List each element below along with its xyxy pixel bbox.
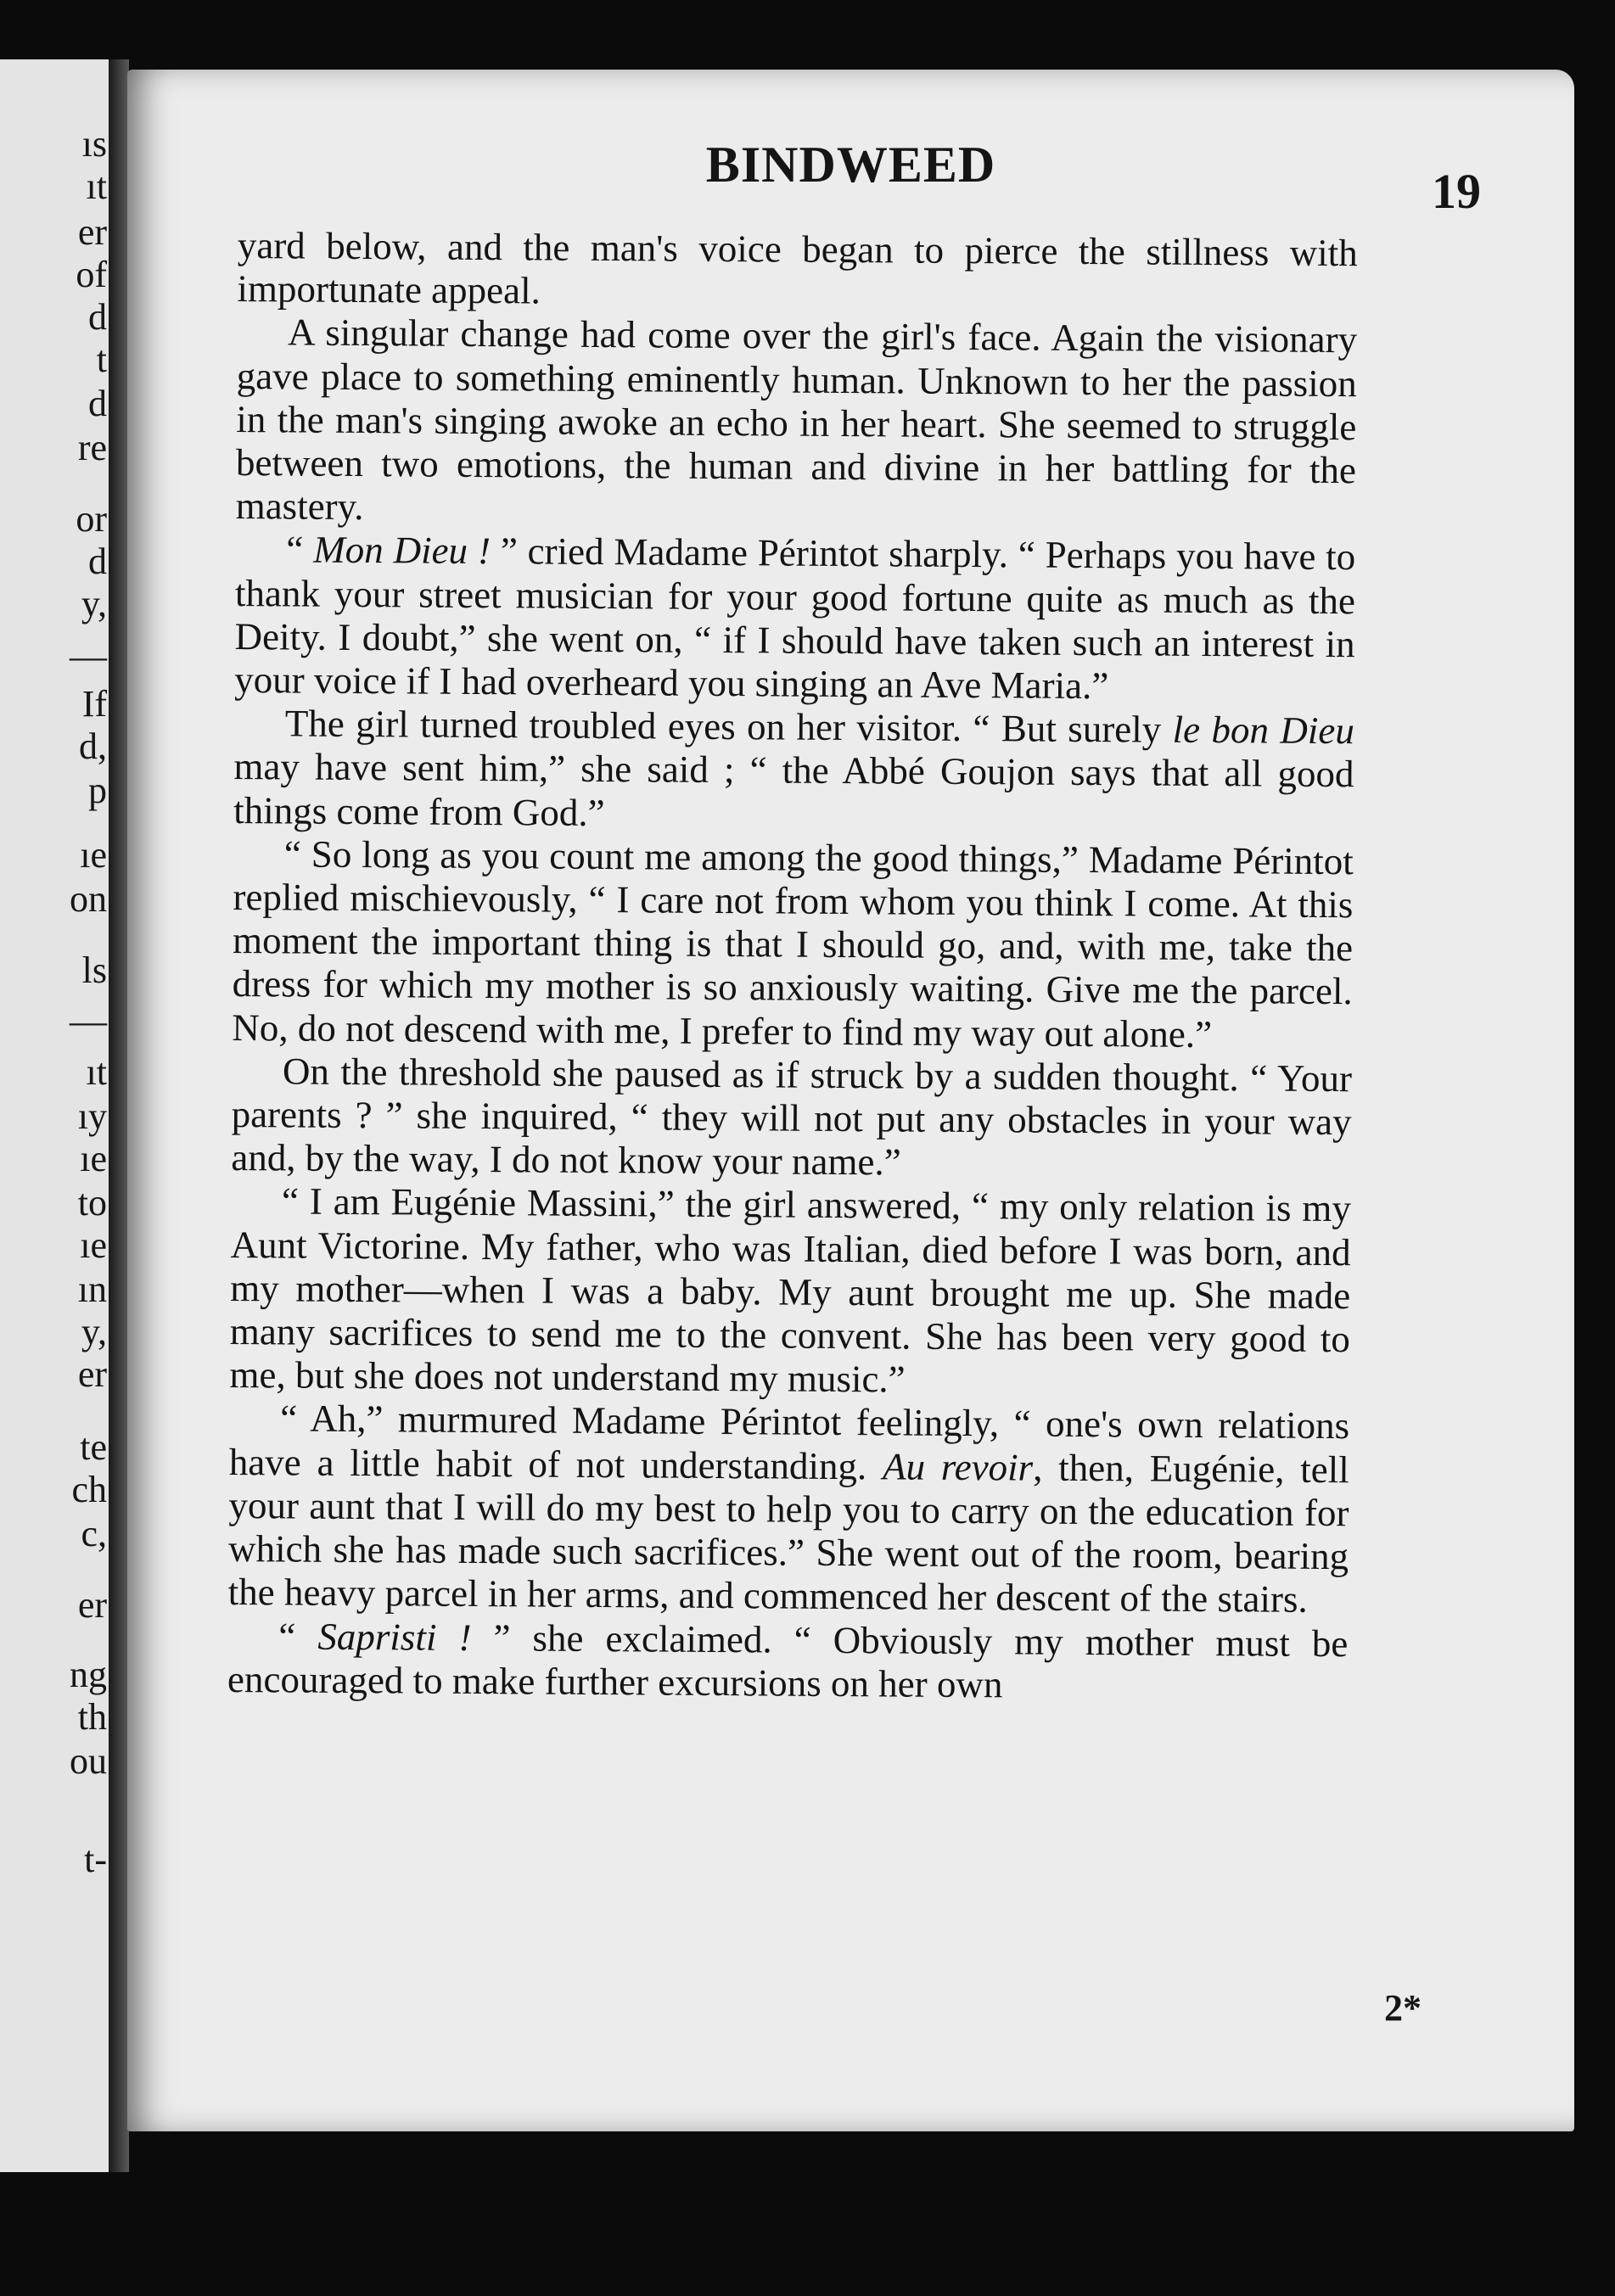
facing-page-fragment — [0, 59, 109, 2172]
facing-page-fragment-text: ch — [71, 1469, 107, 1510]
facing-page-fragment-text: ng — [70, 1654, 107, 1695]
facing-page-fragment-text: y, — [81, 1311, 107, 1352]
facing-page-fragment-text: p — [88, 770, 107, 811]
running-head: BINDWEED — [705, 137, 996, 193]
facing-page-fragment-text: er — [77, 1584, 107, 1626]
facing-page-fragment-text: ıe — [80, 834, 107, 876]
book-page — [127, 70, 1574, 2131]
body-text — [227, 224, 1358, 1709]
facing-page-fragment-text: d, — [79, 725, 107, 767]
paragraph: yard below, and the man's voice began to pierce the stillness with importunate appeal. — [237, 224, 1358, 312]
signature-mark: 2* — [1384, 1987, 1422, 2029]
facing-page-fragment-text: ıe — [80, 1138, 107, 1179]
facing-page-fragment-text: ıt — [86, 1051, 107, 1093]
facing-page-fragment-text: te — [80, 1426, 107, 1468]
paragraph: “ Mon Dieu ! ” cried Madame Périntot sharply. “ Perhaps you have to thank your street musician for your good fortune quite as much as the Deity. I doubt,” she went on, “ if I should have taken such an interest in your voice if I had overheard you singing an Ave Maria.” — [234, 528, 1356, 708]
facing-page-fragment-text: ıt — [86, 165, 107, 207]
paragraph: “ I am Eugénie Massini,” the girl answered, “ my only relation is my Aunt Victorine. My father, who was Italian, died before I was born, and my mother—when I was a baby. My aunt brought me up. She made many sacrifices to send me to the convent. She has been very good to me, but she does not understand my music.” — [229, 1179, 1352, 1401]
facing-page-fragment-text: ıe — [80, 1224, 107, 1266]
facing-page-fragment-text: d — [88, 296, 107, 338]
facing-page-fragment-text: ın — [77, 1268, 107, 1310]
paragraph: The girl turned troubled eyes on her visitor. “ But surely le bon Dieu may have sent him,” she said ; “ the Abbé Goujon says that all good things come from God.” — [233, 702, 1355, 834]
page-number: 19 — [1432, 164, 1481, 219]
facing-page-fragment-text: on — [70, 878, 107, 920]
facing-page-fragment-text: ou — [70, 1740, 107, 1782]
facing-page-fragment-text: c, — [81, 1513, 107, 1554]
paragraph: “ Ah,” murmured Madame Périntot feelingly, “ one's own relations have a little habit of not understanding. Au revoir, then, Eugénie, tell your aunt that I will do my best to help you to carry on the education for which she has made such sacrifices.” She went out of the room, bearing the heavy parcel in her arms, and commenced her descent of the stairs. — [227, 1397, 1350, 1621]
facing-page-fragment-text: t — [96, 339, 107, 380]
facing-page-fragment-text: d — [88, 383, 107, 424]
facing-page-fragment-text: re — [77, 427, 107, 468]
paragraph: “ So long as you count me among the good things,” Madame Périntot replied mischievously, “ I care not from whom you think I come. At this moment the important thing is that I should go, and, with me, take the dress for which my mother is so anxiously waiting. Give me the parcel. No, do not descend with me, I prefer to find my way out alone.” — [232, 832, 1354, 1056]
facing-page-fragment-text: — — [70, 1000, 107, 1042]
facing-page-fragment-text: er — [77, 211, 107, 253]
facing-page-fragment-text: ls — [81, 949, 107, 991]
facing-page-fragment-text: d — [88, 540, 107, 582]
paragraph: “ Sapristi ! ” she exclaimed. “ Obviously my mother must be encouraged to make further excursions on her own — [227, 1614, 1349, 1706]
paragraph: On the threshold she paused as if struck by a sudden thought. “ Your parents ? ” she inquired, “ they will not put any obstacles in your way and, by the way, I do not know your name.” — [231, 1050, 1353, 1184]
facing-page-fragment-text: ıs — [81, 123, 107, 165]
facing-page-fragment-text: th — [77, 1696, 107, 1738]
facing-page-fragment-text: — — [70, 636, 107, 677]
facing-page-fragment-text: er — [77, 1353, 107, 1395]
paragraph: A singular change had come over the girl's face. Again the visionary gave place to something eminently human. Unknown to her the passion in the man's singing awoke an echo in her heart. She seemed to struggle between two emotions, the human and divine in her battling for the mastery. — [235, 311, 1358, 529]
facing-page-fragment-text: If — [81, 683, 107, 725]
facing-page-fragment-text: ıy — [77, 1095, 107, 1137]
facing-page-fragment-text: or — [76, 498, 107, 540]
facing-page-fragment-text: y, — [81, 583, 107, 624]
facing-page-fragment-text: to — [77, 1182, 107, 1224]
facing-page-fragment-text: of — [76, 254, 107, 295]
book-gutter — [109, 59, 129, 2172]
facing-page-fragment-text: t- — [84, 1839, 107, 1880]
